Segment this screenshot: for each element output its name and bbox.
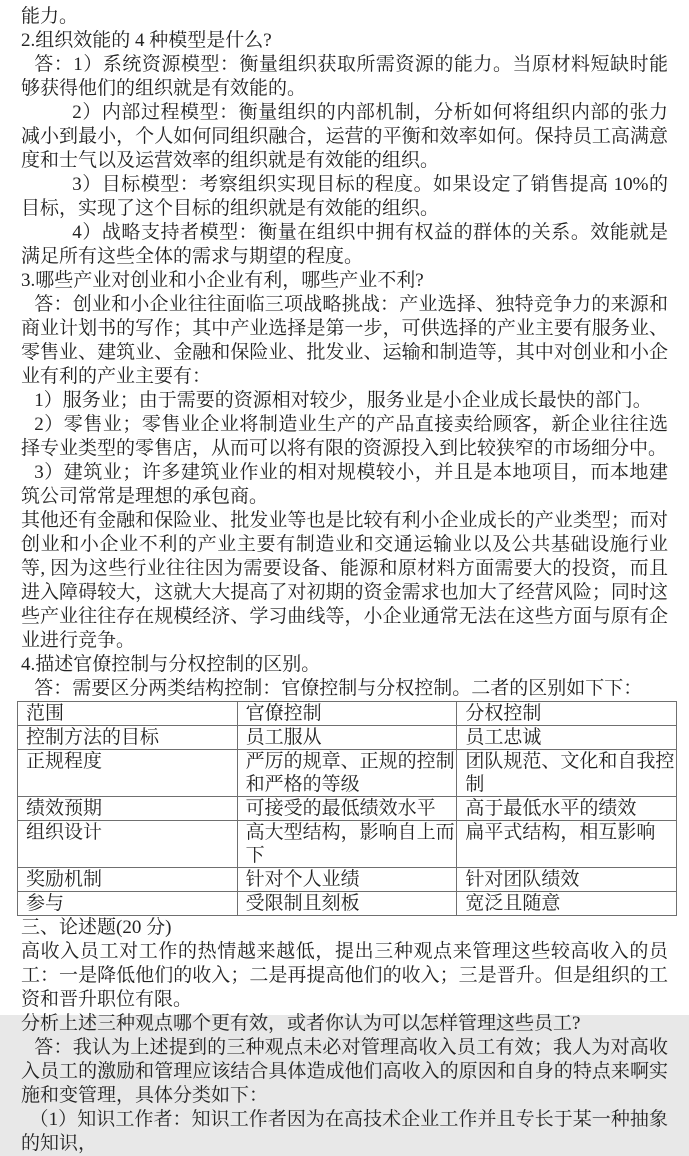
table-cell: 针对个人业绩	[237, 868, 457, 892]
table-cell: 正规程度	[18, 750, 238, 797]
answer-3-intro: 答：创业和小企业往往面临三项战略挑战：产业选择、独特竞争力的来源和商业计划书的写作；其中产业选择是第一步，可供选择的产业主要有服务业、零售业、建筑业、金融和保险业、批发业、运输和制造等，其中对创业和小企业有利的产业主要有：	[21, 294, 668, 387]
table-header-row	[18, 702, 677, 726]
table-cell: 宽泛且随意	[457, 892, 677, 916]
continuation-text: 能力。	[21, 6, 79, 27]
answer-2-model-4: 4）战略支持者模型：衡量在组织中拥有权益的群体的关系。效能就是满足所有这些全体的需求与期望的程度。	[21, 222, 668, 267]
table-cell: 受限制且刻板	[237, 892, 457, 916]
table-header-decentralized: 分权控制	[457, 702, 677, 726]
bureaucratic-vs-decentralized-table	[17, 701, 677, 916]
table-row	[18, 750, 677, 797]
table-cell: 绩效预期	[18, 797, 238, 821]
table-row	[18, 726, 677, 750]
question-2-heading: 2.组织效能的 4 种模型是什么?	[21, 30, 272, 51]
section-3-heading: 三、论述题(20 分)	[21, 917, 172, 938]
question-3-heading: 3.哪些产业对创业和小企业有利，哪些产业不利?	[21, 270, 424, 291]
essay-prompt-2: 分析上述三种观点哪个更有效，或者你认为可以怎样管理这些员工?	[21, 1013, 581, 1034]
table-cell: 员工忠诚	[457, 726, 677, 750]
table-header-scope: 范围	[18, 702, 238, 726]
answer-4-intro: 答：需要区分两类结构控制：官僚控制与分权控制。二者的区别如下下：	[34, 678, 643, 699]
table-cell: 针对团队绩效	[457, 868, 677, 892]
essay-answer-intro: 答：我认为上述提到的三种观点未必对管理高收入员工有效；我人为对高收入员工的激励和管理应该结合具体造成他们高收入的原因和自身的特点来啊实施和变管理，具体分类如下：	[21, 1037, 668, 1106]
answer-2-model-3: 3）目标模型：考察组织实现目标的程度。如果设定了销售提高 10%的目标，实现了这个目标的组织就是有效能的组织。	[21, 174, 668, 219]
table-cell: 严厉的规章、正规的控制和严格的等级	[237, 750, 457, 797]
table-header-bureaucratic: 官僚控制	[237, 702, 457, 726]
answer-2-model-2: 2）内部过程模型：衡量组织的内部机制，分析如何将组织内部的张力减小到最小，个人如何同组织融合，运营的平衡和效率如何。保持员工高满意度和士气以及运营效率的组织就是有效能的组织。	[21, 102, 668, 171]
answer-3-item-1: 1）服务业；由于需要的资源相对较少，服务业是小企业成长最快的部门。	[34, 390, 652, 411]
table-row	[18, 797, 677, 821]
table-row	[18, 821, 677, 868]
table-row	[18, 892, 677, 916]
table-cell: 奖励机制	[18, 868, 238, 892]
answer-3-summary: 其他还有金融和保险业、批发业等也是比较有利小企业成长的产业类型；而对创业和小企业不利的产业主要有制造业和交通运输业以及公共基础设施行业等, 因为这些行业往往因为需要设备、能源和原材料方面需要大的投资，而且进入障碍较大，这就大大提高了对初期的资金需求也加大了经营风险；同时这些产业往往存在规模经济、学习曲线等，小企业通常无法在这些方面与原有企业进行竞争。	[21, 510, 668, 651]
table-cell: 团队规范、文化和自我控制	[457, 750, 677, 797]
table-cell: 扁平式结构，相互影响	[457, 821, 677, 868]
essay-answer-item-1: （1）知识工作者：知识工作者因为在高技术企业工作并且专长于某一种抽象的知识，	[21, 1109, 668, 1154]
table-cell: 可接受的最低绩效水平	[237, 797, 457, 821]
table-cell: 控制方法的目标	[18, 726, 238, 750]
answer-3-item-2: 2）零售业；零售业企业将制造业生产的产品直接卖给顾客，新企业往往选择专业类型的零售店，从而可以将有限的资源投入到比较狭窄的市场细分中。	[21, 414, 668, 459]
table-cell: 高于最低水平的绩效	[457, 797, 677, 821]
answer-2-model-1: 答：1）系统资源模型：衡量组织获取所需资源的能力。当原材料短缺时能够获得他们的组织就是有效能的。	[21, 54, 668, 99]
question-4-heading: 4.描述官僚控制与分权控制的区别。	[21, 654, 321, 675]
answer-3-item-3: 3）建筑业；许多建筑业作业的相对规模较小，并且是本地项目，而本地建筑公司常常是理想的承包商。	[21, 462, 668, 507]
essay-prompt-1: 高收入员工对工作的热情越来越低，提出三种观点来管理这些较高收入的员工：一是降低他们的收入；二是再提高他们的收入；三是晋升。但是组织的工资和晋升职位有限。	[21, 941, 668, 1010]
table-cell: 高大型结构，影响自上而下	[237, 821, 457, 868]
table-cell: 组织设计	[18, 821, 238, 868]
table-row	[18, 868, 677, 892]
table-cell: 员工服从	[237, 726, 457, 750]
table-cell: 参与	[18, 892, 238, 916]
